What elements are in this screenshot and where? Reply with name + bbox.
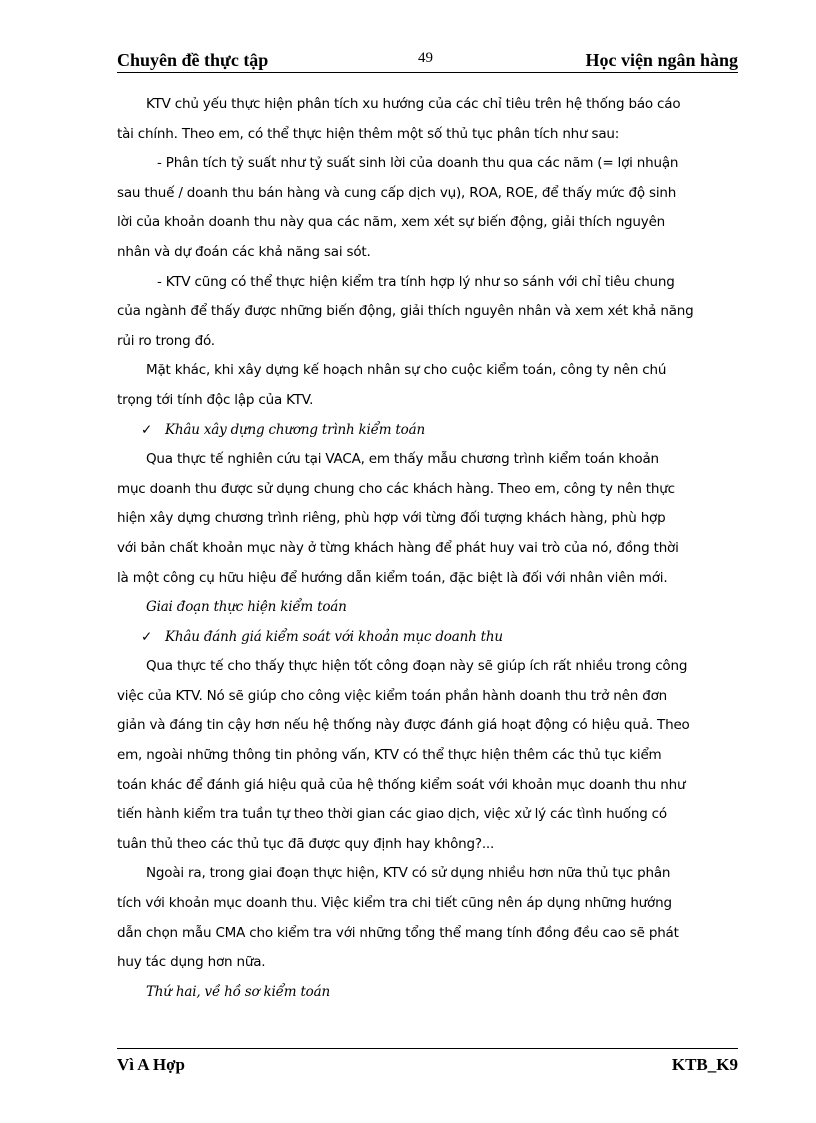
section-subtitle: Khâu đánh giá kiểm soát với khoản mục doanh thu (165, 628, 503, 645)
checkmark-icon: ✓ (141, 628, 153, 645)
text-line: rủi ro trong đó. (117, 332, 215, 349)
footer-author: Vì A Hợp (117, 1055, 185, 1074)
text-line: tuân thủ theo các thủ tục đã được quy định hay không?... (117, 835, 495, 852)
document-body (117, 90, 738, 1007)
text-line: - Phân tích tỷ suất như tỷ suất sinh lời của doanh thu qua các năm (= lợi nhuận (157, 155, 679, 172)
text-line: Ngoài ra, trong giai đoạn thực hiện, KTV có sử dụng nhiều hơn nữa thủ tục phân (146, 865, 671, 882)
text-line: với bản chất khoản mục này ở từng khách hàng để phát huy vai trò của nó, đồng thời (117, 539, 679, 556)
footer-class: KTB_K9 (671, 1055, 738, 1074)
header-title: Chuyên đề thực tập (117, 50, 269, 70)
checklist-heading (117, 416, 738, 446)
text-line: hiện xây dựng chương trình riêng, phù hợp với từng đối tượng khách hàng, phù hợp (117, 510, 666, 527)
page-header (117, 50, 738, 73)
text-line: em, ngoài những thông tin phỏng vấn, KTV có thể thực hiện thêm các thủ tục kiểm (117, 747, 662, 764)
text-line: của ngành để thấy được những biến động, giải thích nguyên nhân và xem xét khả năng (117, 303, 694, 320)
checkmark-icon: ✓ (141, 421, 153, 438)
text-line: sau thuế / doanh thu bán hàng và cung cấp dịch vụ), ROA, ROE, để thấy mức độ sinh (117, 184, 677, 201)
text-line: toán khác để đánh giá hiệu quả của hệ thống kiểm soát với khoản mục doanh thu như (117, 776, 686, 793)
text-line: nhân và dự đoán các khả năng sai sót. (117, 243, 371, 260)
text-line: tiến hành kiểm tra tuần tự theo thời gian các giao dịch, việc xử lý các tình huống có (117, 806, 667, 823)
text-line: KTV chủ yếu thực hiện phân tích xu hướng của các chỉ tiêu trên hệ thống báo cáo (146, 96, 681, 112)
text-line: Qua thực tế cho thấy thực hiện tốt công đoạn này sẽ giúp ích rất nhiều trong công (146, 658, 688, 675)
text-line: - KTV cũng có thể thực hiện kiểm tra tính hợp lý như so sánh với chỉ tiêu chung (157, 273, 675, 290)
header-institution: Học viện ngân hàng (585, 50, 738, 70)
text-line: tài chính. Theo em, có thể thực hiện thêm một số thủ tục phân tích như sau: (117, 125, 620, 142)
page-number: 49 (418, 50, 433, 66)
text-line: tích với khoản mục doanh thu. Việc kiểm tra chi tiết cũng nên áp dụng những hướng (117, 895, 672, 912)
page-footer (117, 1048, 738, 1075)
section-heading: Thứ hai, về hồ sơ kiểm toán (146, 983, 330, 1000)
text-line: là một công cụ hữu hiệu để hướng dẫn kiểm toán, đặc biệt là đối với nhân viên mới. (117, 569, 668, 586)
text-line: việc của KTV. Nó sẽ giúp cho công việc kiểm toán phần hành doanh thu trở nên đơn (117, 687, 667, 704)
stage-heading: Giai đoạn thực hiện kiểm toán (146, 599, 347, 616)
section-subtitle: Khâu xây dựng chương trình kiểm toán (165, 421, 425, 438)
text-line: Mặt khác, khi xây dựng kế hoạch nhân sự cho cuộc kiểm toán, công ty nên chú (146, 362, 667, 379)
text-line: dẫn chọn mẫu CMA cho kiểm tra với những tổng thể mang tính đồng đều cao sẽ phát (117, 924, 679, 941)
text-line: huy tác dụng hơn nữa. (117, 954, 266, 971)
text-line: giản và đáng tin cậy hơn nếu hệ thống này được đánh giá hoạt động có hiệu quả. Theo (117, 717, 690, 734)
text-line: trọng tới tính độc lập của KTV. (117, 391, 314, 408)
text-line: lời của khoản doanh thu này qua các năm, xem xét sự biến động, giải thích nguyên (117, 214, 666, 231)
checklist-heading (117, 623, 738, 653)
text-line: Qua thực tế nghiên cứu tại VACA, em thấy mẫu chương trình kiểm toán khoản (146, 451, 659, 468)
text-line: mục doanh thu được sử dụng chung cho các khách hàng. Theo em, công ty nên thực (117, 480, 675, 497)
